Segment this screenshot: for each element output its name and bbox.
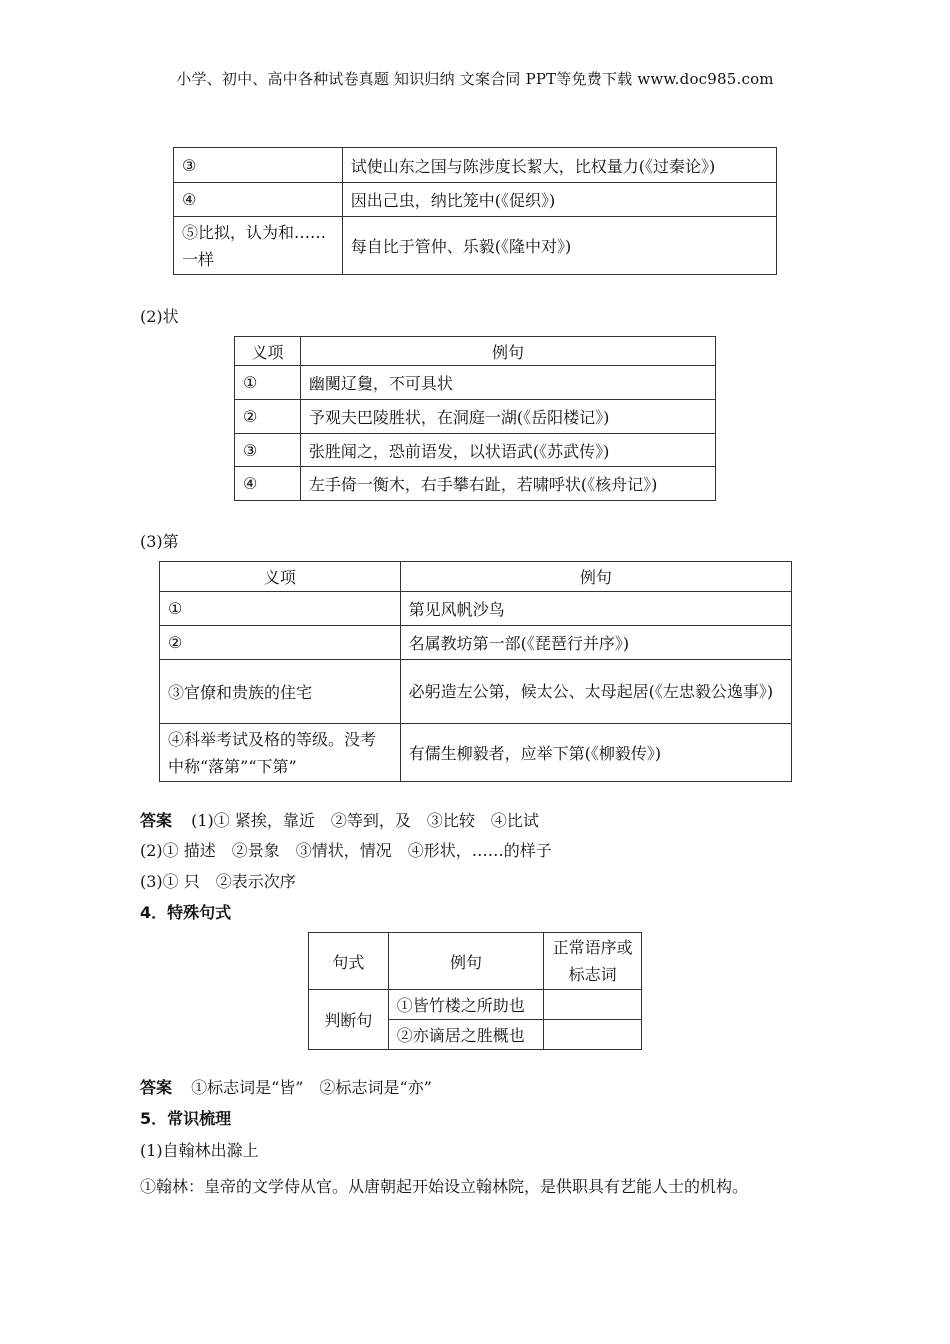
example-cell: 名属教坊第一部(《琵琶行并序》) [400, 626, 791, 660]
table-row [235, 400, 716, 434]
normal-cell [544, 990, 642, 1020]
example-cell: 有儒生柳毅者，应举下第(《柳毅传》) [400, 724, 791, 782]
answer-line-2: (2)① 描述 ②景象 ③情状，情况 ④形状，……的样子 [140, 841, 552, 860]
answer-text: (1)① 紧挨，靠近 ②等到，及 ③比较 ④比试 [191, 811, 539, 830]
meaning-cell: ③官僚和贵族的住宅 [160, 660, 401, 724]
example-cell: 因出己虫，纳比笼中(《促织》) [342, 183, 776, 217]
table-header-row [160, 562, 792, 592]
example-cell: ②亦谪居之胜概也 [388, 1020, 543, 1050]
table-header-row [235, 337, 716, 366]
section-heading: (2)状 [140, 307, 179, 326]
meaning-cell: ② [160, 626, 401, 660]
example-cell: 试使山东之国与陈涉度长絜大，比权量力(《过秦论》) [342, 148, 776, 183]
answer-text: ①标志词是“皆” ②标志词是“亦” [191, 1078, 432, 1097]
example-cell: ①皆竹楼之所助也 [388, 990, 543, 1020]
subsection-heading: (1)自翰林出滁上 [140, 1141, 259, 1160]
example-cell: 予观夫巴陵胜状，在洞庭一湖(《岳阳楼记》) [300, 400, 715, 434]
table-row [235, 366, 716, 400]
example-cell: 每自比于管仲、乐毅(《隆中对》) [342, 217, 776, 275]
example-cell: 必躬造左公第，候太公、太母起居(《左忠毅公逸事》) [400, 660, 791, 724]
meaning-cell: ④科举考试及格的等级。没考中称“落第”“下第” [160, 724, 401, 782]
table-bi [173, 147, 777, 275]
table-row [160, 592, 792, 626]
table-row [160, 724, 792, 782]
column-header: 句式 [309, 933, 389, 990]
meaning-cell: ① [235, 366, 301, 400]
example-cell: 幽闃辽敻，不可具状 [300, 366, 715, 400]
sentence-type-cell: 判断句 [309, 990, 389, 1050]
table-di [159, 561, 792, 782]
column-header: 义项 [235, 337, 301, 366]
table-special [308, 932, 642, 1050]
table-row [174, 217, 777, 275]
answer-line-4 [140, 1077, 432, 1099]
meaning-cell: ① [160, 592, 401, 626]
example-cell: 左手倚一衡木，右手攀右趾，若啸呼状(《核舟记》) [300, 467, 715, 501]
example-cell: 张胜闻之，恐前语发，以状语武(《苏武传》) [300, 434, 715, 467]
meaning-cell: ③ [174, 148, 343, 183]
table-zhuang [234, 336, 716, 501]
column-header: 例句 [300, 337, 715, 366]
meaning-cell: ③ [235, 434, 301, 467]
meaning-cell: ④ [174, 183, 343, 217]
example-cell: 第见风帆沙鸟 [400, 592, 791, 626]
table-row [235, 434, 716, 467]
section-heading: 5．常识梳理 [140, 1109, 232, 1128]
table-row [174, 148, 777, 183]
table-row [174, 183, 777, 217]
section-heading: (3)第 [140, 532, 179, 551]
answer-label: 答案 [140, 1078, 173, 1097]
column-header: 正常语序或标志词 [544, 933, 642, 990]
body-paragraph: ①翰林：皇帝的文学侍从官。从唐朝起开始设立翰林院，是供职具有艺能人士的机构。 [140, 1177, 749, 1196]
table-row [235, 467, 716, 501]
answer-line-3: (3)① 只 ②表示次序 [140, 872, 296, 891]
meaning-cell: ⑤比拟，认为和……一样 [174, 217, 343, 275]
column-header: 义项 [160, 562, 401, 592]
table-row [160, 660, 792, 724]
column-header: 例句 [400, 562, 791, 592]
table-header-row [309, 933, 642, 990]
meaning-cell: ④ [235, 467, 301, 501]
table-row [160, 626, 792, 660]
answer-label: 答案 [140, 811, 173, 830]
normal-cell [544, 1020, 642, 1050]
column-header: 例句 [388, 933, 543, 990]
answer-line-1 [140, 810, 539, 832]
table-row [309, 990, 642, 1020]
meaning-cell: ② [235, 400, 301, 434]
section-heading: 4．特殊句式 [140, 903, 232, 922]
page-header: 小学、初中、高中各种试卷真题 知识归纳 文案合同 PPT等免费下载 www.doc985.com [176, 70, 774, 88]
